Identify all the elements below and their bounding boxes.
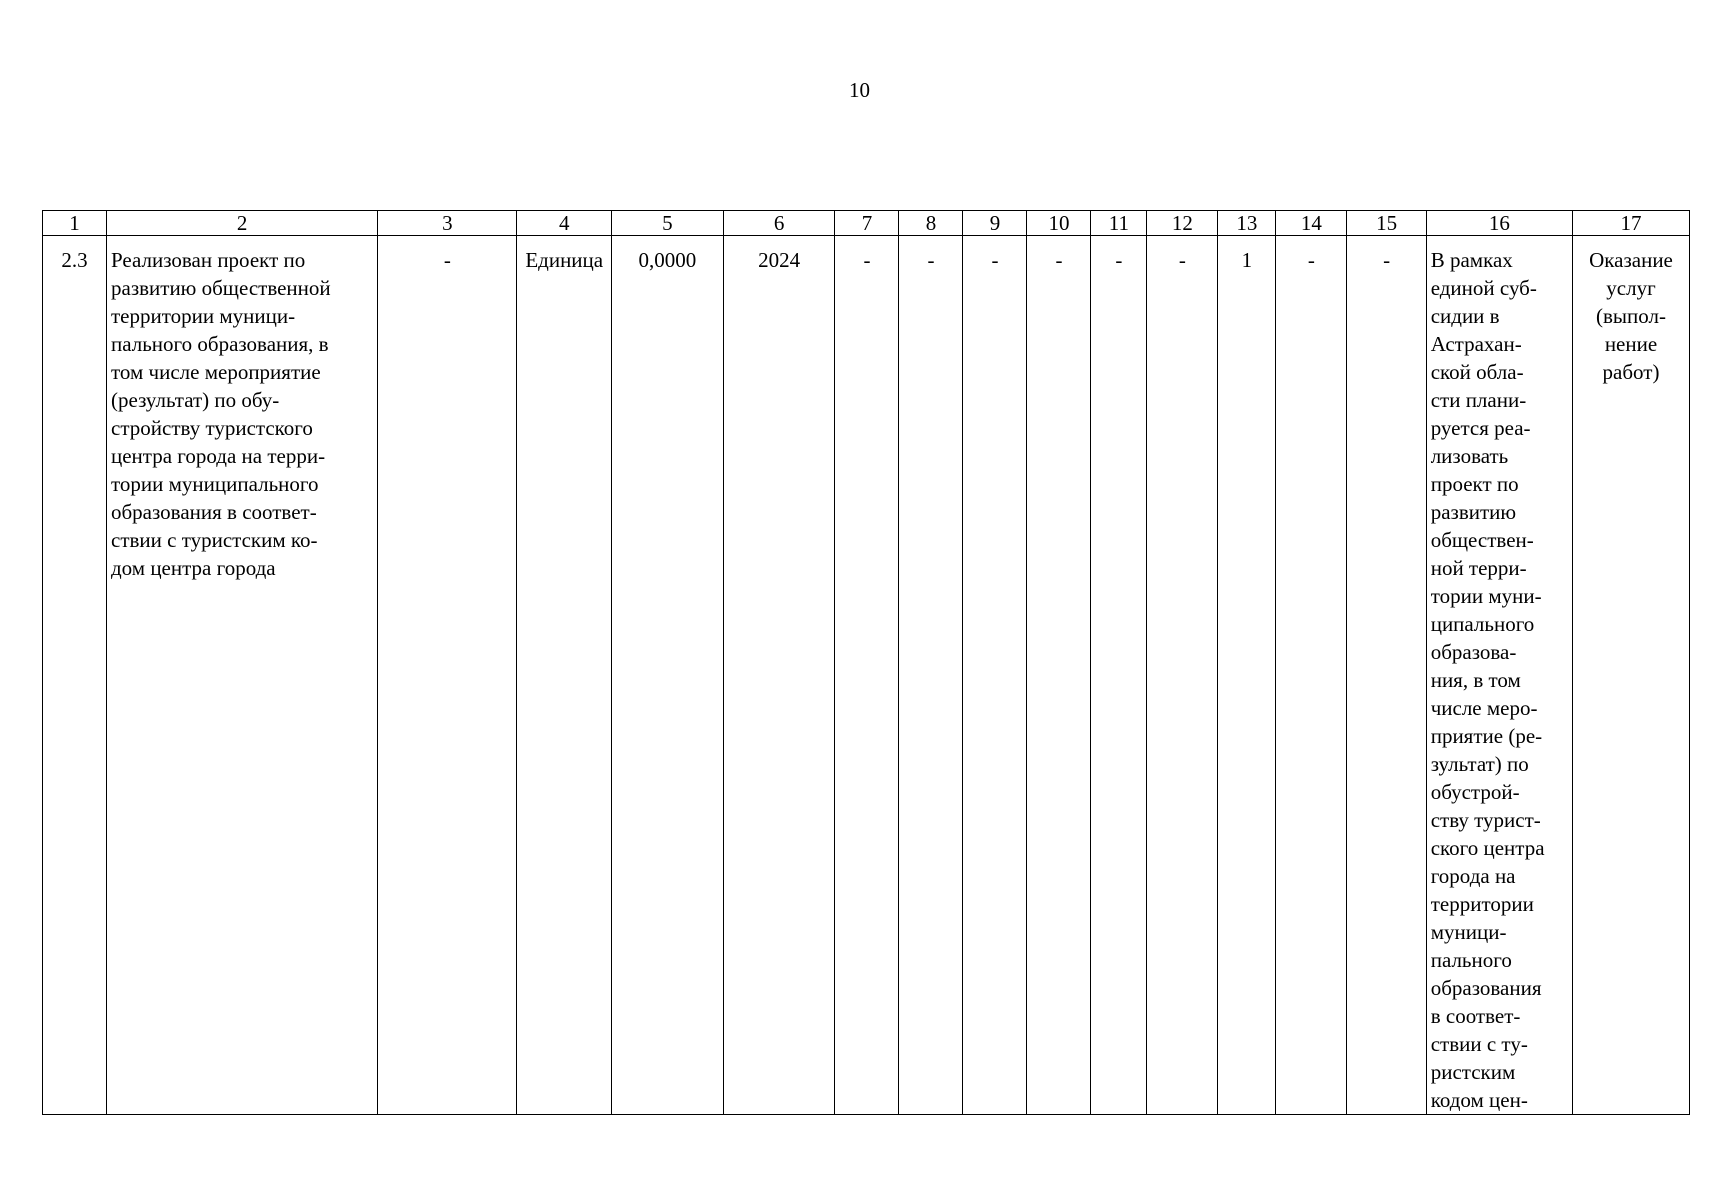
column-10-cell: - <box>1027 236 1091 1115</box>
column-12-cell: - <box>1147 236 1218 1115</box>
column-number-6: 6 <box>723 211 835 236</box>
base-value-cell: 0,0000 <box>611 236 723 1115</box>
column-number-10: 10 <box>1027 211 1091 236</box>
column-number-12: 12 <box>1147 211 1218 236</box>
indicator-table <box>42 210 1690 1115</box>
column-number-16: 16 <box>1426 211 1572 236</box>
year-cell: 2024 <box>723 236 835 1115</box>
column-15-cell: - <box>1347 236 1426 1115</box>
column-13-cell: 1 <box>1218 236 1276 1115</box>
page-number: 10 <box>849 78 870 102</box>
column-number-row <box>43 211 1690 236</box>
column-number-15: 15 <box>1347 211 1426 236</box>
indicator-description-cell: Реализован проект по развитию общественной территории муници- пального образования, в том числе мероприятие (результат) по обу- стройству туристского центра города на терри- тории муниципального образования в соответ- ствии с туристским ко- дом центра города <box>107 236 378 1115</box>
column-number-4: 4 <box>517 211 611 236</box>
column-number-13: 13 <box>1218 211 1276 236</box>
table-row <box>43 236 1690 1115</box>
column-3-cell: - <box>378 236 517 1115</box>
column-14-cell: - <box>1276 236 1347 1115</box>
column-11-cell: - <box>1091 236 1147 1115</box>
column-number-8: 8 <box>899 211 963 236</box>
row-number-cell: 2.3 <box>43 236 107 1115</box>
column-number-14: 14 <box>1276 211 1347 236</box>
column-7-cell: - <box>835 236 899 1115</box>
column-9-cell: - <box>963 236 1027 1115</box>
column-number-9: 9 <box>963 211 1027 236</box>
column-number-2: 2 <box>107 211 378 236</box>
column-number-3: 3 <box>378 211 517 236</box>
note-cell: В рамках единой суб- сидии в Астрахан- ской обла- сти плани- руется реа- лизовать проект по развитию обществен- ной терри- тории муни- ципального образова- ния, в том числе меро- приятие (ре- зультат) по обустрой- ству турист- ского центра города на территории муници- пального образования в соответ- ствии с ту- ристским кодом цен- <box>1426 236 1572 1115</box>
unit-cell: Единица <box>517 236 611 1115</box>
column-number-1: 1 <box>43 211 107 236</box>
column-number-7: 7 <box>835 211 899 236</box>
column-number-11: 11 <box>1091 211 1147 236</box>
column-8-cell: - <box>899 236 963 1115</box>
result-type-cell: Оказание услуг (выпол- нение работ) <box>1573 236 1690 1115</box>
column-number-17: 17 <box>1573 211 1690 236</box>
column-number-5: 5 <box>611 211 723 236</box>
